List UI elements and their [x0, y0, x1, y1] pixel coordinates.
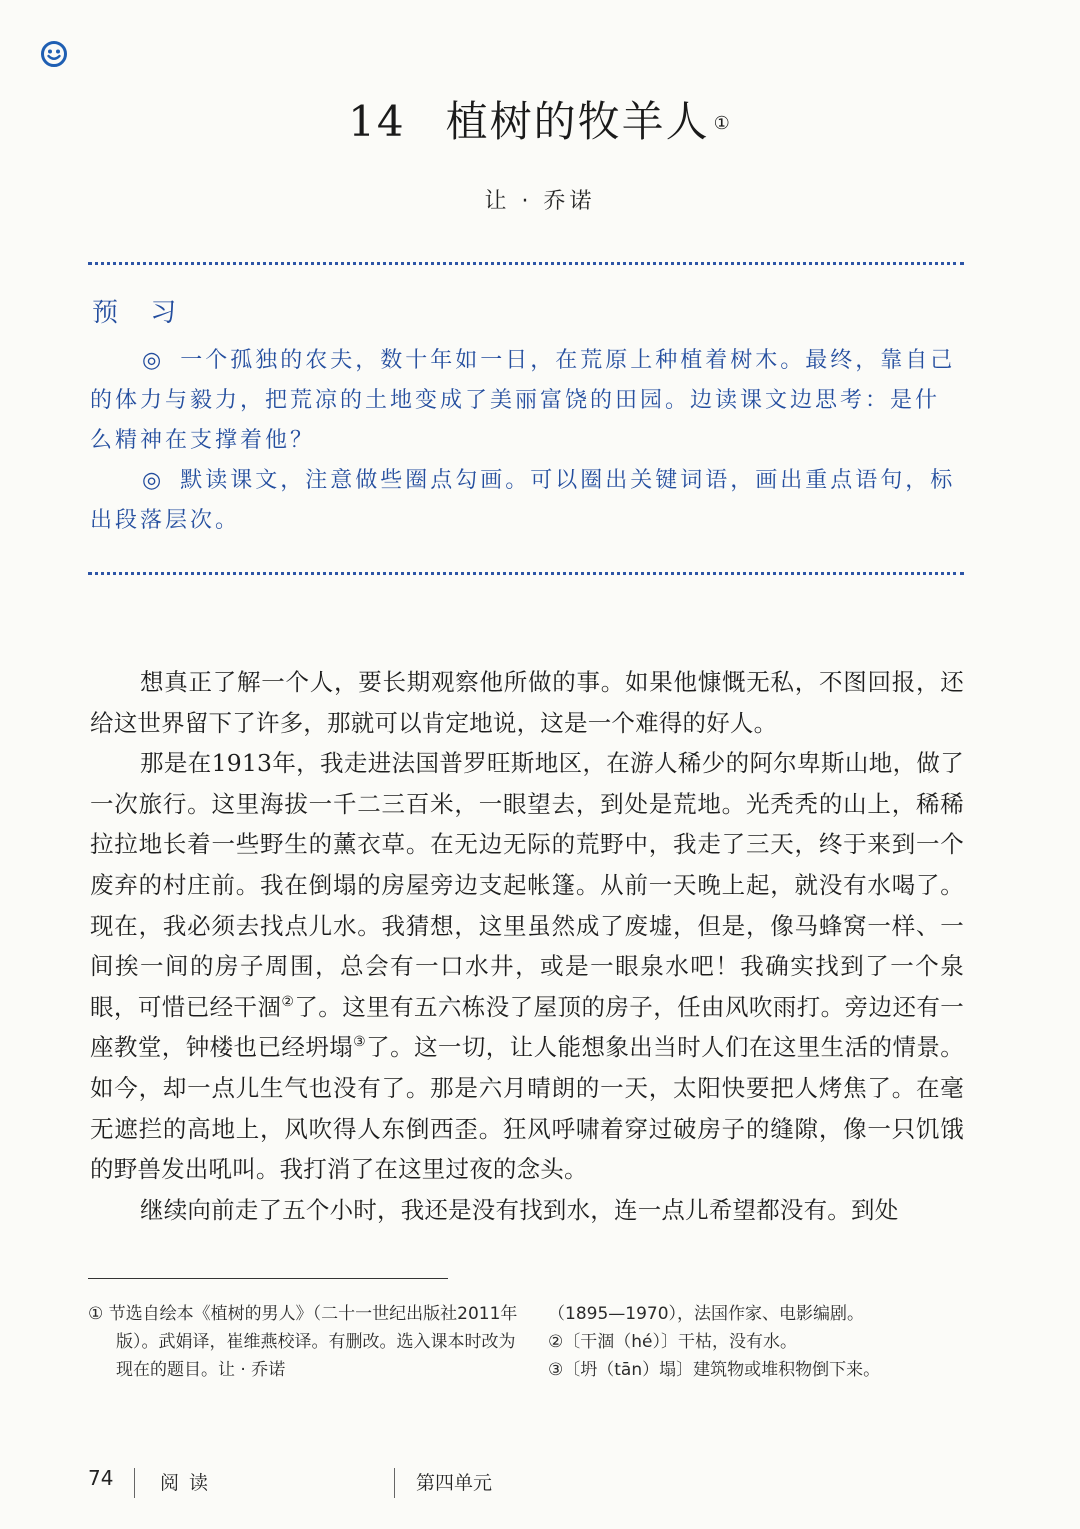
lesson-header	[0, 92, 1080, 152]
paragraph: 想真正了解一个人，要长期观察他所做的事。如果他慷慨无私，不图回报，还给这世界留下了许多，那就可以肯定地说，这是一个难得的好人。	[90, 668, 964, 737]
paragraph	[90, 743, 964, 1190]
footnote-mark: ③	[353, 1034, 367, 1051]
footnotes-left	[88, 1300, 518, 1384]
lesson-number: 14	[348, 97, 406, 146]
bullet-icon: ◎	[142, 348, 165, 373]
footnote: ③〔坍（tān）塌〕建筑物或堆积物倒下来。	[548, 1360, 881, 1380]
smiley-icon	[40, 40, 68, 68]
footer-divider	[134, 1468, 135, 1498]
bullet-icon: ◎	[142, 468, 165, 493]
preview-section	[90, 292, 964, 541]
title-footnote-mark: ①	[713, 113, 732, 134]
paragraph-text: 那是在1913年，我走进法国普罗旺斯地区，在游人稀少的阿尔卑斯山地，做了一次旅行。这里海拔一千二三百米，一眼望去，到处是荒地。光秃秃的山上，稀稀拉拉地长着一些野生的薰衣草。在无边无际的荒野中，我走了三天，终于来到一个废弃的村庄前。我在倒塌的房屋旁边支起帐篷。从前一天晚上起，就没有水喝了。现在，我必须去找点儿水。我猜想，这里虽然成了废墟，但是，像马蜂窝一样、一间挨一间的房子周围，总会有一口水井，或是一眼泉水吧！我确实找到了一个泉眼，可惜已经干涸	[90, 749, 964, 1021]
preview-heading: 预 习	[92, 298, 189, 328]
preview-item-text: 一个孤独的农夫，数十年如一日，在荒原上种植着树木。最终，靠自己的体力与毅力，把荒凉的土地变成了美丽富饶的田园。边读课文边思考：是什么精神在支撑着他？	[90, 348, 956, 453]
preview-top-divider	[88, 262, 964, 265]
paragraph-text: 了。这一切，让人能想象出当时人们在这里生活的情景。如今，却一点儿生气也没有了。那是六月晴朗的一天，太阳快要把人烤焦了。在毫无遮拦的高地上，风吹得人东倒西歪。狂风呼啸着穿过破房子的缝隙，像一只饥饿的野兽发出吼叫。我打消了在这里过夜的念头。	[90, 1033, 964, 1184]
footnote: （1895—1970），法国作家、电影编剧。	[548, 1304, 865, 1324]
footnote-rule	[88, 1278, 448, 1279]
paragraph-text: 了。这里有五六栋没了屋顶的房子，任由风吹雨打。旁边还有一座教堂，钟楼也已经坍塌	[90, 992, 964, 1062]
paragraph: 继续向前走了五个小时，我还是没有找到水，连一点儿希望都没有。到处	[140, 1195, 899, 1224]
lesson-title	[0, 92, 1080, 152]
unit-name: 第四单元	[416, 1472, 493, 1494]
author: 让 · 乔诺	[484, 189, 596, 214]
section-name: 阅读	[160, 1472, 219, 1494]
footer-divider	[394, 1468, 395, 1498]
preview-item	[90, 341, 964, 461]
page-number: 74	[88, 1466, 114, 1490]
preview-item-text: 默读课文，注意做些圈点勾画。可以圈出关键词语，画出重点语句，标出段落层次。	[90, 468, 956, 533]
lesson-title-text: 植树的牧羊人	[445, 97, 710, 146]
footnote: ②〔干涸（hé）〕干枯，没有水。	[548, 1332, 797, 1352]
article-body	[90, 662, 964, 1230]
footnote: ① 节选自绘本《植树的男人》（二十一世纪出版社2011年版）。武娟译，崔维燕校译。有删改。选入课本时改为现在的题目。让 · 乔诺	[88, 1304, 518, 1380]
footnote-mark: ②	[281, 993, 295, 1010]
preview-bottom-divider	[88, 572, 964, 575]
footnotes-right	[548, 1300, 978, 1384]
page-footer	[0, 1462, 1080, 1502]
preview-item	[90, 461, 964, 541]
